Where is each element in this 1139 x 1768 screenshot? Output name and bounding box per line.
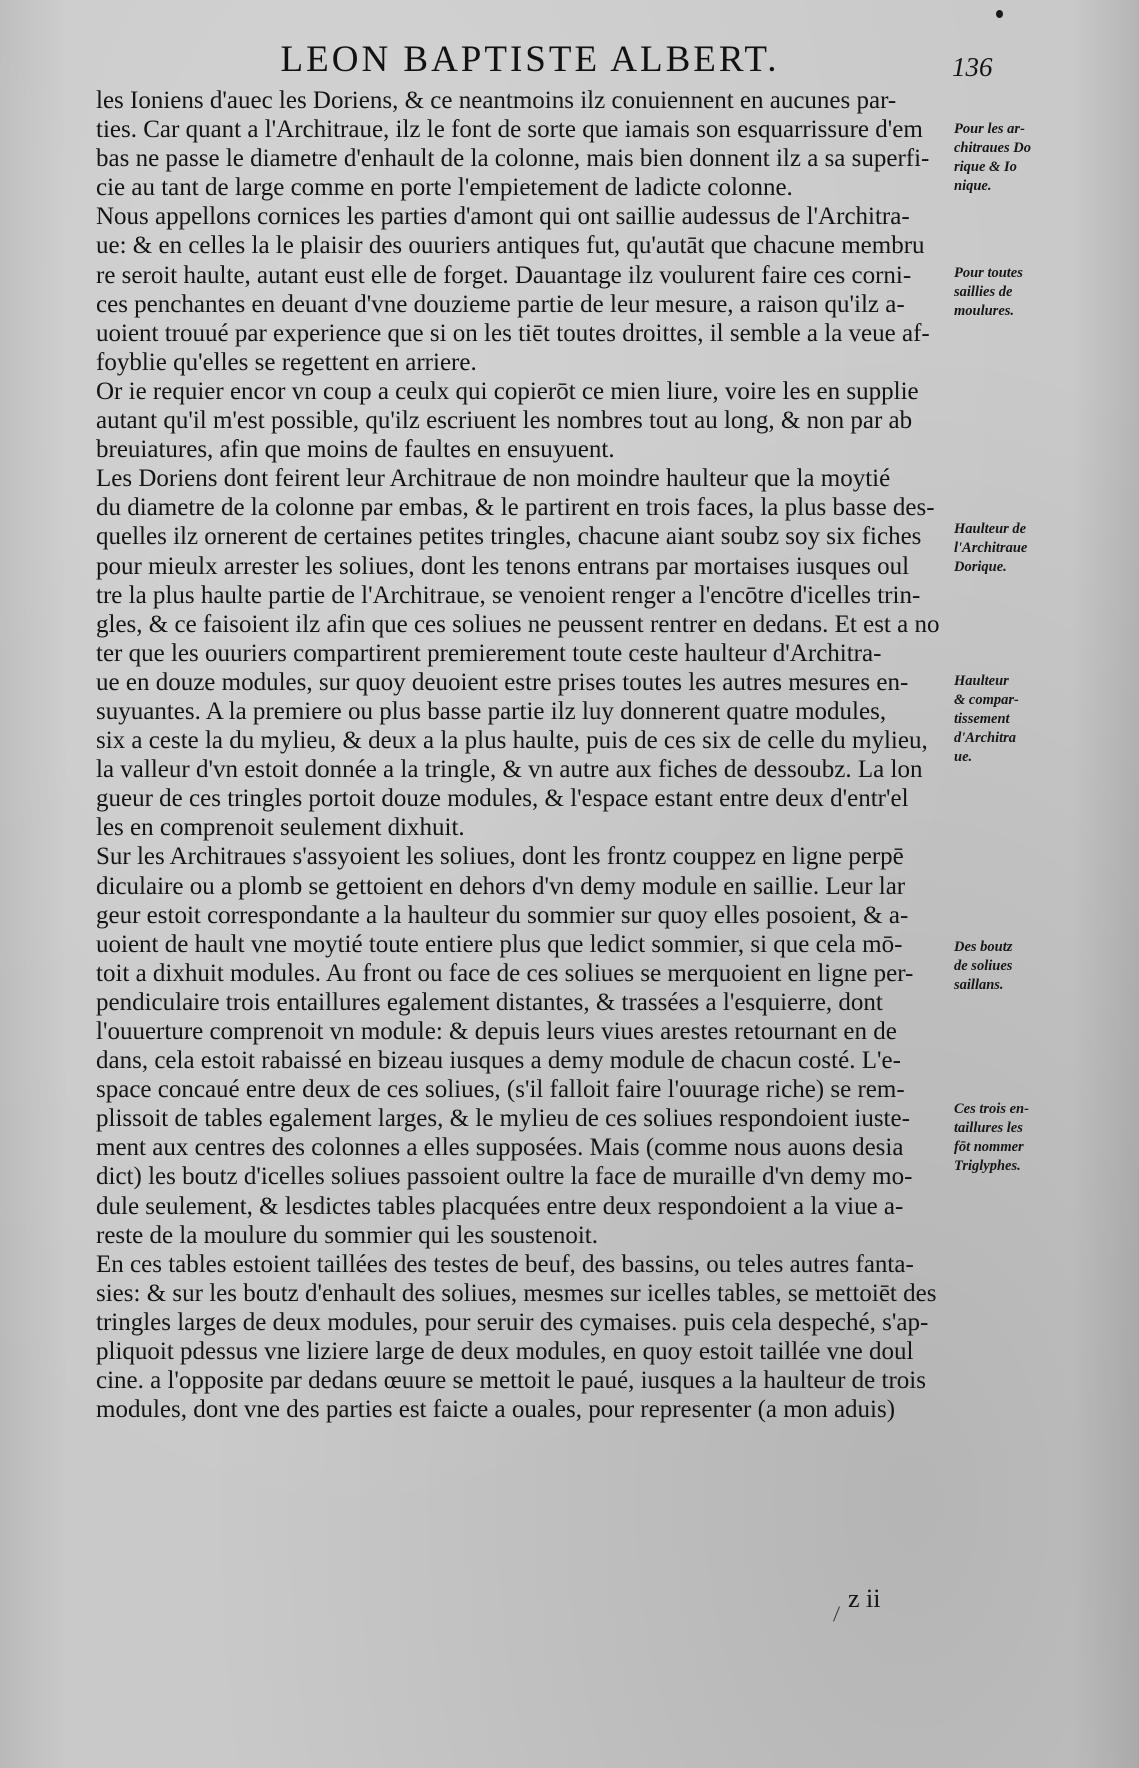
text-line: ue: & en celles la le plaisir des ouuriers antiques fut, qu'autāt que chacune membru [96, 232, 925, 260]
text-line: ces penchantes en deuant d'vne douzieme partie de leur mesure, a raison qu'ilz a- [96, 290, 905, 318]
text-line: pliquoit pdessus vne liziere large de deux modules, en quoy estoit taillée vne doul [96, 1338, 914, 1366]
margin-note-line: saillies de [954, 284, 1013, 300]
text-line: dict) les boutz d'icelles soliues passoient oultre la face de muraille d'vn demy mo- [96, 1163, 913, 1191]
text-line: plissoit de tables egalement larges, & le mylieu de ces soliues respondoient iuste- [96, 1105, 910, 1133]
margin-note-line: ue. [954, 749, 973, 765]
margin-note-line: Haulteur de [954, 521, 1027, 537]
text-line: les Ioniens d'auec les Doriens, & ce neantmoins ilz conuiennent en aucunes par- [96, 87, 897, 114]
signature-mark: z ii [848, 1584, 881, 1613]
margin-note-line: rique & Io [954, 159, 1017, 175]
text-line: ment aux centres des colonnes a elles supposées. Mais (comme nous auons desia [96, 1134, 904, 1162]
text-line: dans, cela estoit rabaissé en bizeau iusques a demy module de chacun costé. L'e- [96, 1047, 901, 1075]
margin-note-line: Pour toutes [954, 265, 1023, 281]
text-line: les en comprenoit seulement dixhuit. [96, 814, 465, 842]
text-line: cine. a l'opposite par dedans œuure se mettoit le paué, iusques a la haulteur de trois [96, 1367, 926, 1395]
text-line: uoient trouué par experience que si on les tiēt toutes droittes, il semble a la veue af- [96, 319, 930, 347]
text-line: tringles larges de deux modules, pour seruir des cymaises. puis cela despeché, s'ap- [96, 1308, 929, 1336]
text-line: Or ie requier encor vn coup a ceulx qui copierōt ce mien liure, voire les en supplie [96, 377, 919, 405]
text-line: toit a dixhuit modules. Au front ou face de ces soliues se merquoient en ligne per- [96, 959, 914, 987]
main-text-block [96, 86, 952, 1424]
text-line: pendiculaire trois entaillures egalement distantes, & trassées a l'esquierre, dont [96, 988, 883, 1016]
text-line: space concaué entre deux de ces soliues, (s'il falloit faire l'ouurage riche) se rem- [96, 1076, 905, 1104]
text-line: ue en douze modules, sur quoy deuoient estre prises toutes les autres mesures en- [96, 668, 909, 696]
margin-note-line: Des boutz [954, 939, 1013, 955]
margin-note-line: tissement [954, 711, 1010, 727]
margin-note-line: fōt nommer [954, 1139, 1024, 1155]
margin-note-line: de soliues [954, 958, 1013, 974]
text-line: tre la plus haulte partie de l'Architraue, se venoient renger a l'encōtre d'icelles trin- [96, 581, 921, 609]
margin-note-line: Dorique. [954, 559, 1007, 575]
margin-note-architraues [954, 120, 1082, 196]
margin-note-saillies [954, 264, 1082, 321]
margin-note-line: nique. [954, 178, 992, 194]
text-line: dule seulement, & lesdictes tables placquées entre deux respondoient a la viue a- [96, 1192, 904, 1220]
margin-note-boutz-soliues [954, 938, 1082, 995]
text-line: uoient de hault vne moytié toute entiere plus que ledict sommier, si que cela mō- [96, 930, 903, 958]
text-line: modules, dont vne des parties est faicte a ouales, pour representer (a mon aduis) [96, 1396, 896, 1424]
ink-speck [996, 10, 1003, 18]
text-line: reste de la moulure du sommier qui les soustenoit. [96, 1221, 598, 1249]
text-line: autant qu'il m'est possible, qu'ilz escriuent les nombres tout au long, & non par ab [96, 407, 913, 435]
text-line: foyblie qu'elles se regettent en arriere. [96, 348, 477, 376]
text-line: En ces tables estoient taillées des testes de beuf, des bassins, ou teles autres fanta- [96, 1250, 914, 1278]
margin-note-line: moulures. [954, 303, 1015, 319]
text-line: gles, & ce faisoient ilz afin que ces soliues ne peussent rentrer en dedans. Et est a no [96, 610, 940, 638]
margin-note-line: saillans. [954, 977, 1004, 993]
running-header: LEON BAPTISTE ALBERT. [280, 39, 780, 80]
margin-note-line: taillures les [954, 1120, 1023, 1136]
text-line: ties. Car quant a l'Architraue, ilz le font de sorte que iamais son esquarrissure d'em [96, 116, 923, 144]
text-line: pour mieulx arrester les soliues, dont les tenons entrans par mortaises iusques oul [96, 552, 910, 580]
margin-note-line: d'Architra [954, 730, 1017, 746]
margin-note-line: Haulteur [954, 673, 1009, 689]
margin-note-line: Ces trois en- [954, 1101, 1029, 1117]
text-line: re seroit haulte, autant eust elle de forget. Dauantage ilz voulurent faire ces corni- [96, 261, 912, 289]
margin-note-triglyphes [954, 1100, 1082, 1176]
text-line: diculaire ou a plomb se gettoient en dehors d'vn demy module en saillie. Leur lar [96, 872, 906, 900]
text-line: six a ceste la du mylieu, & deux a la plus haulte, puis de ces six de celle du mylieu, [96, 727, 928, 755]
text-line: du diametre de la colonne par embas, & le partirent en trois faces, la plus basse des- [96, 494, 935, 522]
text-line: suyuantes. A la premiere ou plus basse partie ilz luy donnerent quatre modules, [96, 697, 887, 725]
margin-note-line: & compar- [954, 692, 1019, 708]
text-line: ter que les ouuriers compartirent premierement toute ceste haulteur d'Architra- [96, 639, 882, 667]
text-line: bas ne passe le diametre d'enhault de la colonne, mais bien donnent ilz a sa superfi- [96, 145, 930, 173]
folio-number: 136 [952, 52, 993, 82]
text-line: Les Doriens dont feirent leur Architraue de non moindre haulteur que la moytié [96, 465, 891, 493]
text-line: cie au tant de large comme en porte l'empietement de ladicte colonne. [96, 174, 793, 202]
margin-note-line: l'Architraue [954, 540, 1028, 556]
margin-note-compartissement [954, 672, 1082, 767]
text-line: breuiatures, afin que moins de faultes en ensuyuent. [96, 436, 615, 464]
text-line: gueur de ces tringles portoit douze modules, & l'espace estant entre deux d'entr'el [96, 785, 909, 813]
text-line: sies: & sur les boutz d'enhault des soliues, mesmes sur icelles tables, se mettoiēt des [96, 1279, 937, 1307]
text-line: geur estoit correspondante a la haulteur du sommier sur quoy elles posoient, & a- [96, 901, 909, 929]
text-line: la valleur d'vn estoit donnée a la tringle, & vn autre aux fiches de dessoubz. La lon [96, 756, 923, 784]
margin-note-line: Pour les ar- [954, 121, 1025, 137]
pen-stroke-mark [833, 1606, 840, 1621]
margin-note-haulteur-architraue [954, 520, 1082, 577]
text-line: l'ouuerture comprenoit vn module: & depuis leurs viues arestes retournant en de [96, 1018, 897, 1045]
text-line: quelles ilz ornerent de certaines petites tringles, chacune aiant soubz soy six fiches [96, 523, 922, 551]
margin-note-line: chitraues Do [954, 140, 1031, 156]
text-line: Nous appellons cornices les parties d'amont qui ont saillie audessus de l'Architra- [96, 203, 910, 231]
text-line: Sur les Architraues s'assyoient les soliues, dont les frontz couppez en ligne perpē [96, 843, 904, 871]
margin-note-line: Triglyphes. [954, 1158, 1021, 1174]
